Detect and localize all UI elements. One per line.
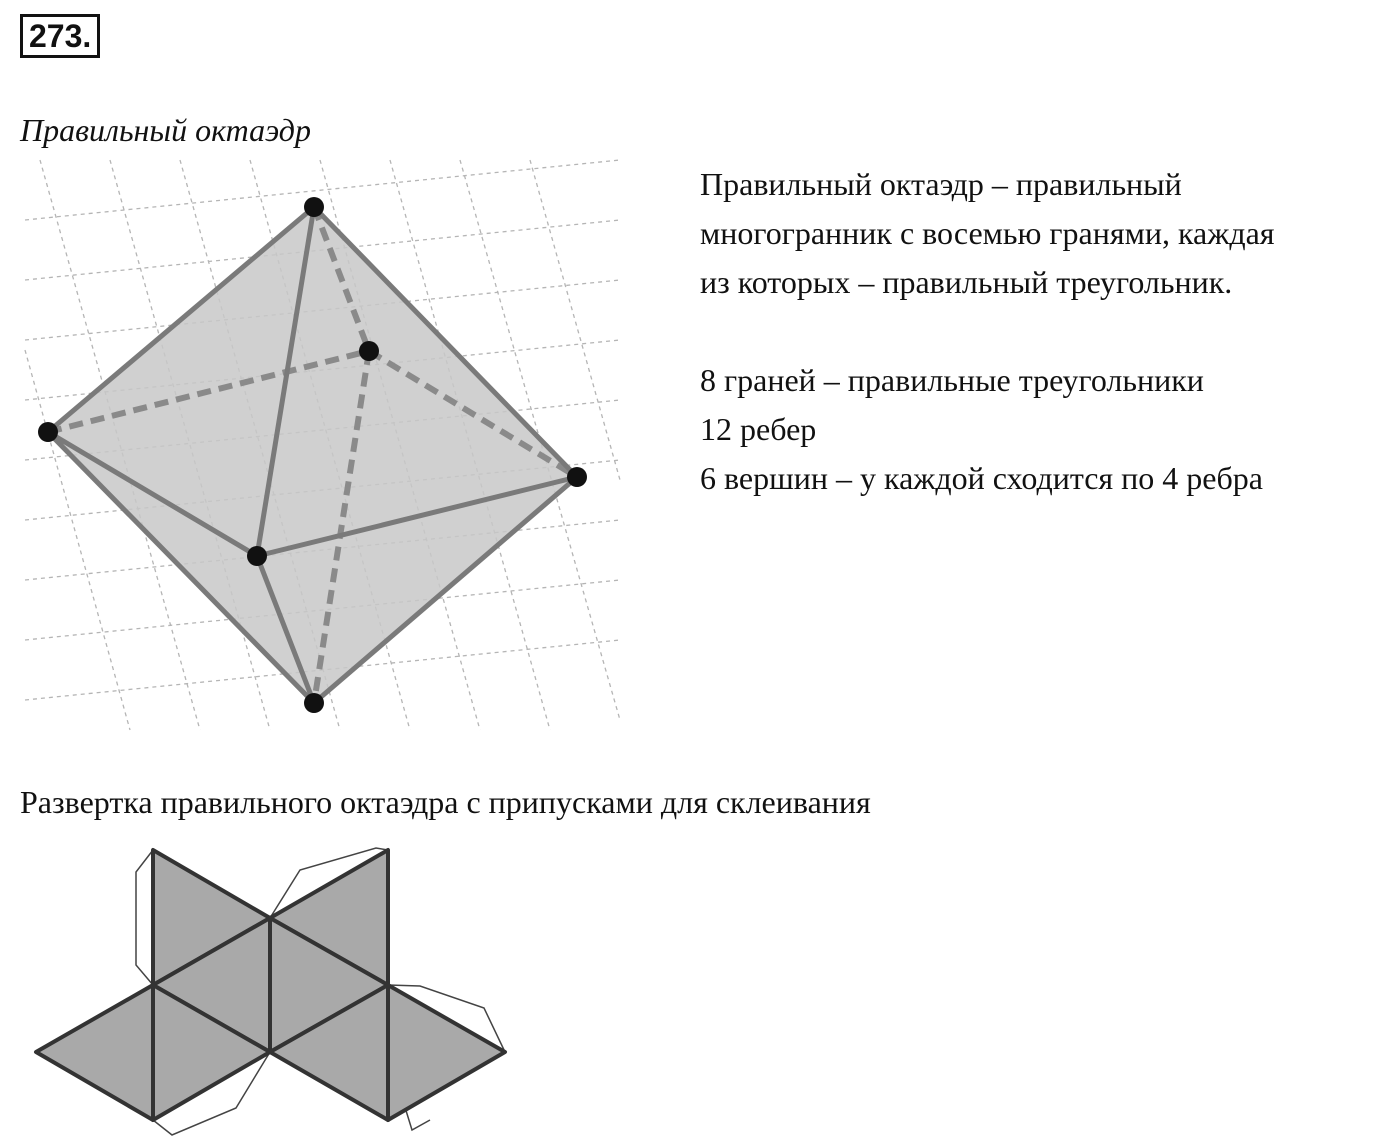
octahedron-net (0, 830, 560, 1140)
problem-number: 273. (20, 14, 100, 58)
property-edges: 12 ребер (700, 411, 817, 447)
property-faces: 8 граней – правильные треугольники (700, 362, 1204, 398)
net-faces (36, 850, 505, 1120)
definition-line-3: из которых – правильный треугольник. (700, 264, 1233, 300)
figure-caption: Правильный октаэдр (20, 112, 311, 148)
octahedron-faces (48, 207, 577, 703)
info-block (700, 160, 1380, 503)
property-vertices: 6 вершин – у каждой сходится по 4 ребра (700, 460, 1263, 496)
octahedron-figure (0, 150, 640, 740)
net-caption: Развертка правильного октаэдра с припусками для склеивания (20, 784, 871, 820)
definition-line-1: Правильный октаэдр – правильный (700, 166, 1182, 202)
definition-line-2: многогранник с восемью гранями, каждая (700, 215, 1275, 251)
